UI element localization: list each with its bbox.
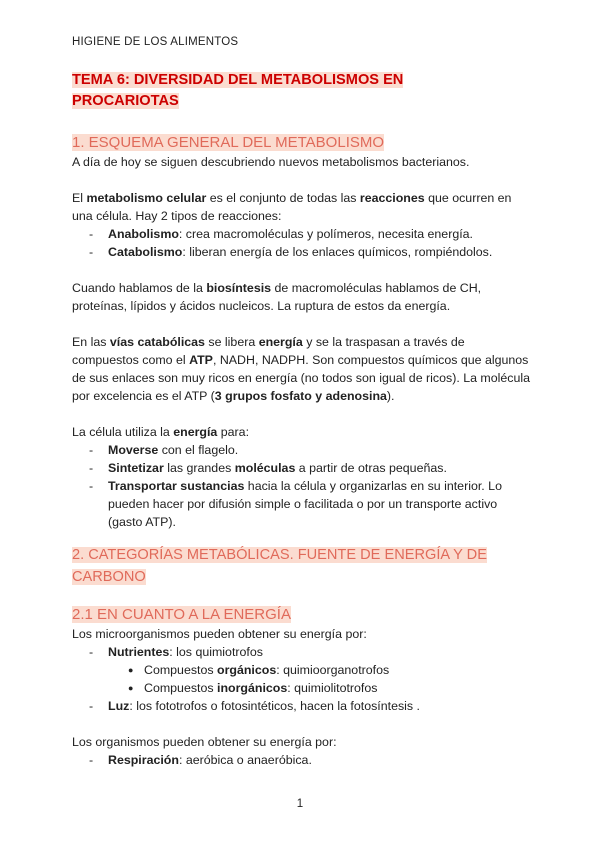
section-1-intro: A día de hoy se siguen descubriendo nuevos metabolismos bacterianos. [72,155,470,169]
respiration-list [72,751,532,769]
list-item: - Catabolismo: liberan energía de los enlaces químicos, rompiéndolos. [72,243,532,261]
page-header: HIGIENE DE LOS ALIMENTOS [72,36,239,48]
biosynthesis-paragraph: Cuando hablamos de la biosíntesis de macromoléculas hablamos de CH, proteínas, lípidos y ácidos nucleicos. La ruptura de estos da energía. [72,281,482,313]
list-item: ● Compuestos inorgánicos: quimiolitotrofos [72,679,532,697]
respiration-intro: Los organismos pueden obtener su energía por: [72,735,337,749]
list-item: - Luz: los fototrofos o fotosintéticos, hacen la fotosíntesis . [72,697,532,715]
document-title [72,70,532,112]
reaction-types-list [72,225,532,261]
section-1-heading: 1. ESQUEMA GENERAL DEL METABOLISMO [72,134,385,151]
list-item: ● Compuestos orgánicos: quimioorganotrofos [72,661,532,679]
title-line-2: PROCARIOTAS [72,93,179,109]
energy-uses-intro: La célula utiliza la energía para: [72,425,250,439]
page-number: 1 [296,798,304,810]
energy-uses-list [72,441,532,531]
catabolic-paragraph: En las vías catabólicas se libera energía y se la traspasan a través de compuestos como el ATP, NADH, NADPH. Son compuestos químicos que algunos de sus enlaces son muy ricos en energía (no todos son igual de ricos). La molécula por excelencia es el ATP (3 grupos fosfato y adenosina). [72,335,531,403]
title-line-1: TEMA 6: DIVERSIDAD DEL METABOLISMOS EN [72,72,404,88]
list-item: - Moverse con el flagelo. [72,441,532,459]
list-item: - Sintetizar las grandes moléculas a partir de otras pequeñas. [72,459,532,477]
document-body [72,70,532,769]
list-item: - Anabolismo: crea macromoléculas y polímeros, necesita energía. [72,225,532,243]
section-2-heading: 2. CATEGORÍAS METABÓLICAS. FUENTE DE ENERGÍA Y DE CARBONO [72,547,487,585]
section-2-1-heading: 2.1 EN CUANTO A LA ENERGÍA [72,606,291,623]
metabolism-definition: El metabolismo celular es el conjunto de todas las reacciones que ocurren en una célula. Hay 2 tipos de reacciones: [72,191,512,223]
energy-sources-list [72,643,532,715]
energy-sources-intro: Los microorganismos pueden obtener su energía por: [72,627,367,641]
nutrient-sublist [72,661,532,697]
list-item: - Nutrientes: los quimiotrofos ● Compuestos orgánicos: quimioorganotrofos ● Compuestos inorgánicos: quimiolitotrofos [72,643,532,697]
list-item: - Transportar sustancias hacia la célula y organizarlas en su interior. Lo pueden hacer por difusión simple o facilitada o por un transporte activo (gasto ATP). [72,477,532,531]
list-item: - Respiración: aeróbica o anaeróbica. [72,751,532,769]
